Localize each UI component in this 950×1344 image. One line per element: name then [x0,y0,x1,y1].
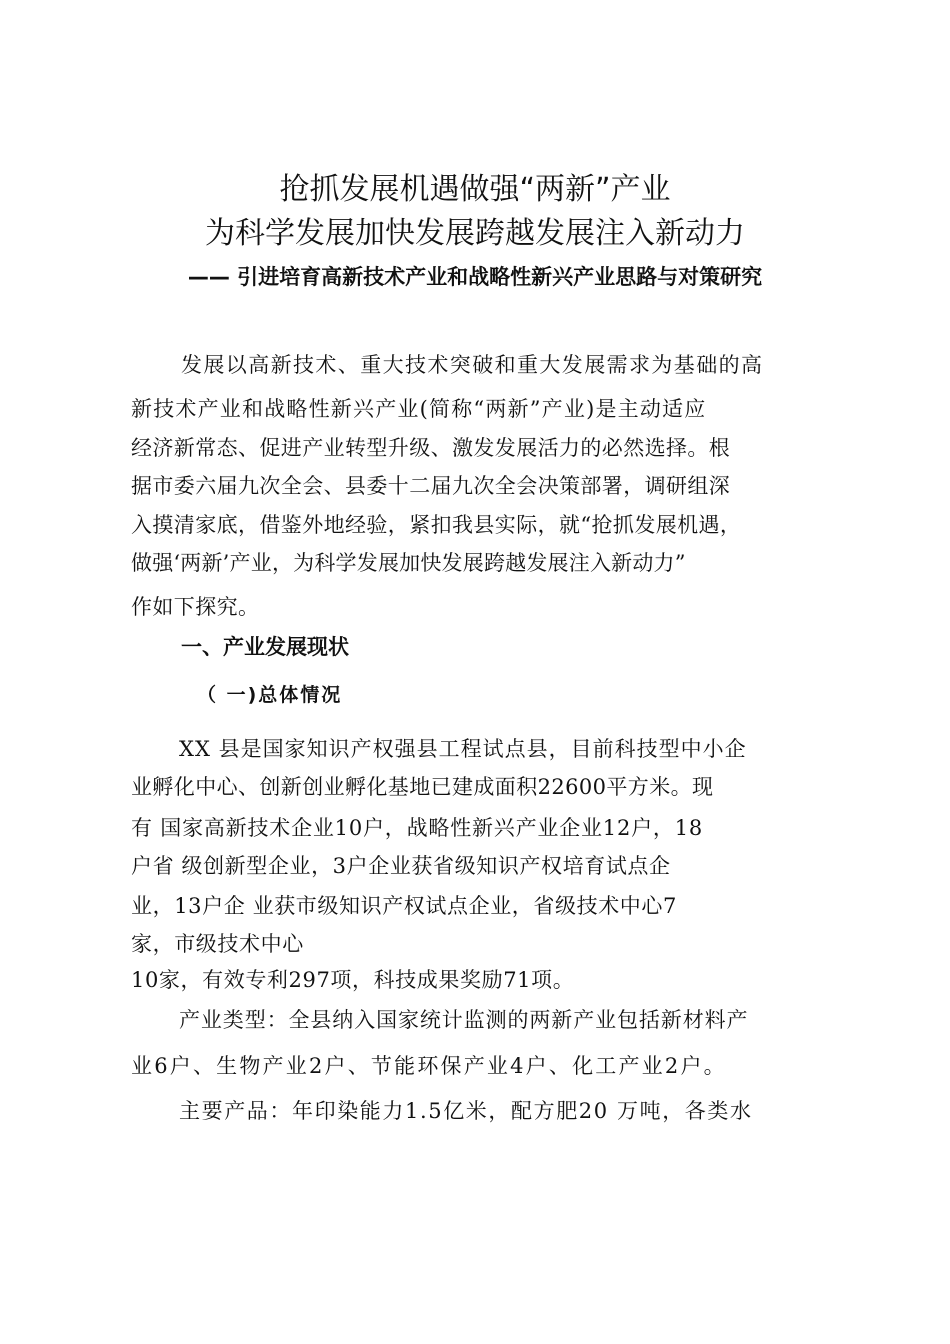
intro-line: 发展以高新技术、重大技术突破和重大发展需求为基础的高 [181,353,764,377]
overview-line: 业孵化中心、创新创业孵化基地已建成面积22600平方米。现 [131,775,714,799]
industry-type-line: 业6户、生物产业2户、节能环保产业4户、化工产业2户。 [131,1054,727,1078]
intro-line: 经济新常态、促进产业转型升级、激发发展活力的必然选择。根 [131,436,731,460]
intro-line: 据市委六届九次全会、县委十二届九次全会决策部署，调研组深 [131,474,731,498]
intro-line: 新技术产业和战略性新兴产业(简称“两新”产业)是主动适应 [131,397,707,421]
intro-line: 做强‘两新’产业，为科学发展加快发展跨越发展注入新动力” [131,551,686,575]
overview-line: 10家，有效专利297项，科技成果奖励71项。 [131,968,575,992]
document-subtitle: —— 引进培育高新技术产业和战略性新兴产业思路与对策研究 [187,265,763,289]
overview-line: 家，市级技术中心 [131,932,304,956]
overview-line: 业，13户企 业获市级知识产权试点企业，省级技术中心7 [131,894,677,918]
subsection-heading: （ 一)总体情况 [197,684,343,706]
section-heading: 一、产业发展现状 [181,635,349,659]
overview-line: 有 国家高新技术企业10户，战略性新兴产业企业12户，18 [131,816,704,840]
industry-type-line: 产业类型：全县纳入国家统计监测的两新产业包括新材料产 [179,1008,749,1032]
document-title-line2: 为科学发展加快发展跨越发展注入新动力 [205,216,745,251]
intro-line: 入摸清家底，借鉴外地经验，紧扣我县实际，就“抢抓发展机遇， [131,513,742,537]
overview-line: XX 县是国家知识产权强县工程试点县，目前科技型中小企 [179,737,747,761]
document-title-line1: 抢抓发展机遇做强“两新”产业 [279,172,671,207]
main-products-line: 主要产品：年印染能力1.5亿米，配方肥20 万吨，各类水 [179,1099,753,1123]
intro-line: 作如下探究。 [131,595,260,619]
overview-line: 户省 级创新型企业，3户企业获省级知识产权培育试点企 [131,854,671,878]
